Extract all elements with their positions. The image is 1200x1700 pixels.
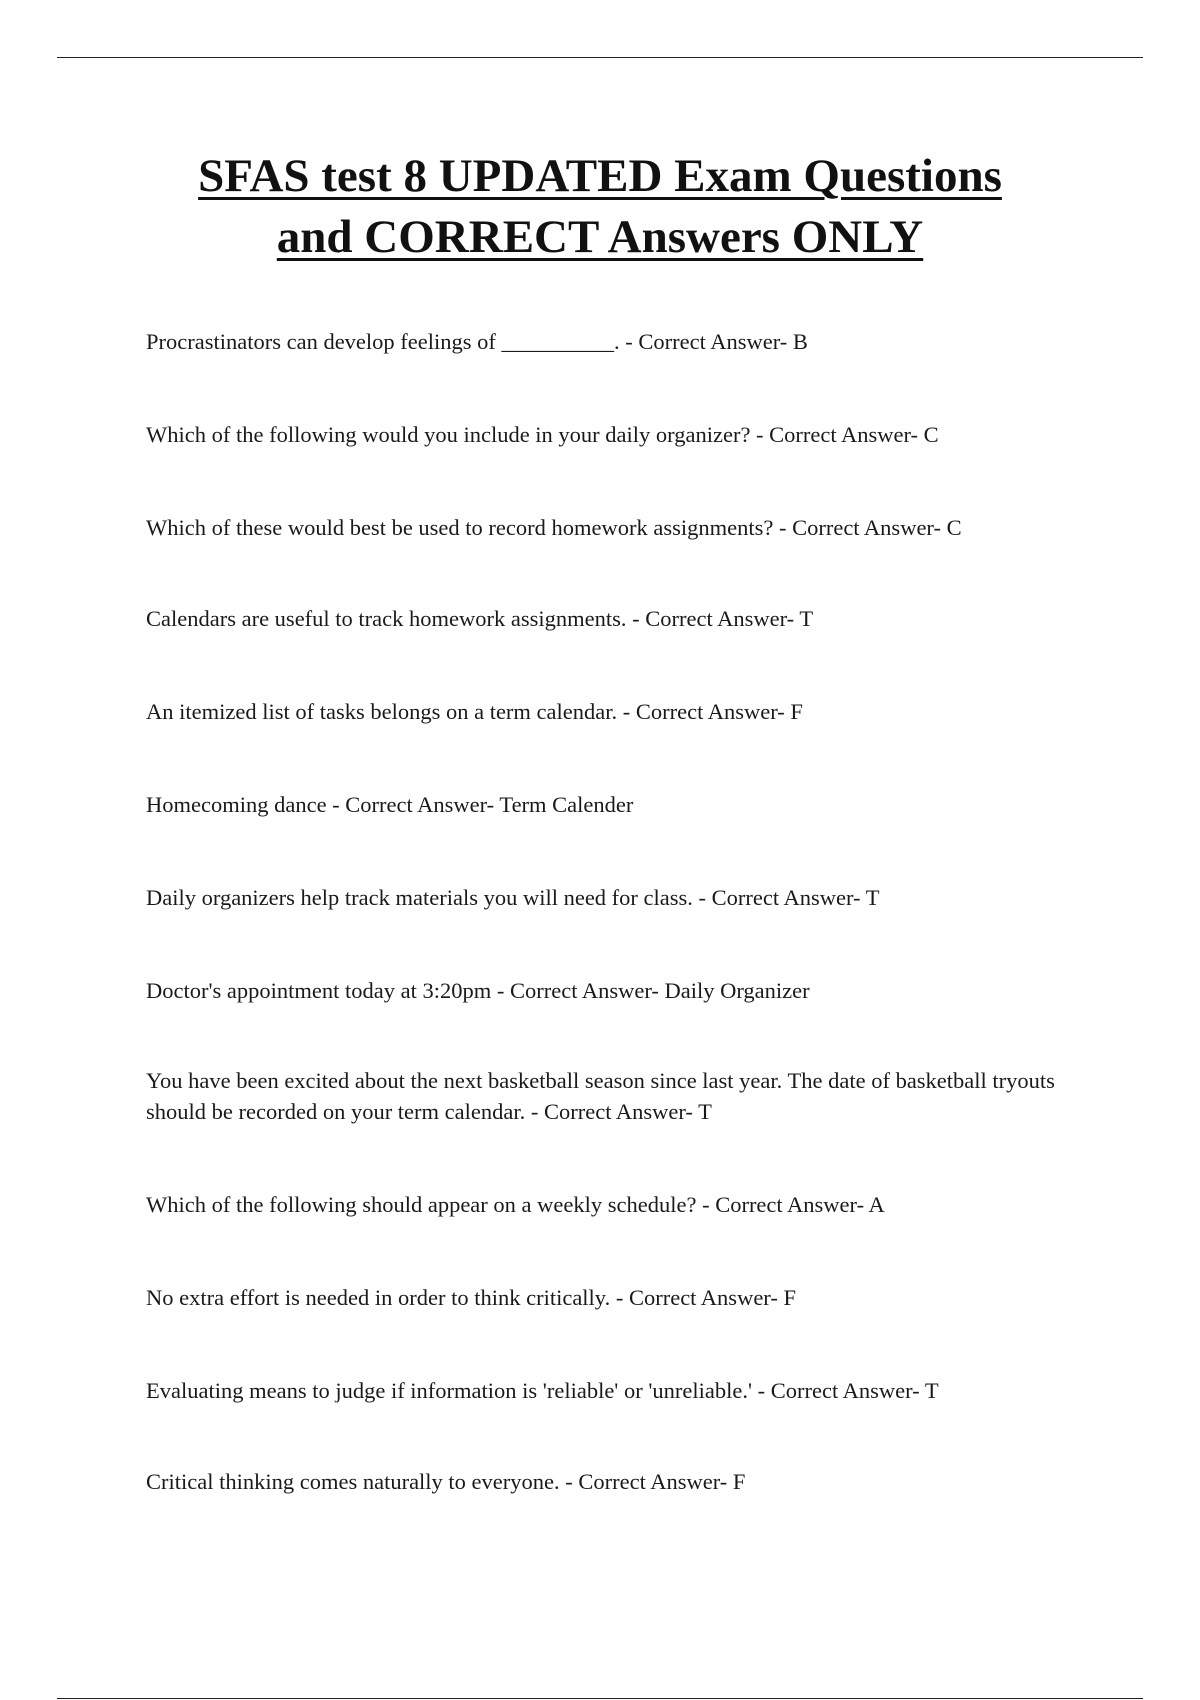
top-divider: [57, 57, 1143, 58]
qa-item: An itemized list of tasks belongs on a term calendar. - Correct Answer- F: [146, 699, 803, 724]
qa-item: Evaluating means to judge if information is 'reliable' or 'unreliable.' - Correct Answer- T: [146, 1378, 939, 1403]
qa-item: You have been excited about the next basketball season since last year. The date of basketball tryouts should be recorded on your term calendar. - Correct Answer- T: [146, 1068, 1055, 1124]
document-title: [100, 146, 1100, 268]
title-line-2: and CORRECT Answers ONLY: [276, 211, 924, 263]
bottom-divider: [57, 1698, 1143, 1699]
qa-item: Which of the following should appear on a weekly schedule? - Correct Answer- A: [146, 1192, 885, 1217]
qa-item: Critical thinking comes naturally to everyone. - Correct Answer- F: [146, 1469, 746, 1494]
qa-item: Doctor's appointment today at 3:20pm - Correct Answer- Daily Organizer: [146, 978, 810, 1003]
qa-item: No extra effort is needed in order to think critically. - Correct Answer- F: [146, 1285, 796, 1310]
qa-item: Which of these would best be used to record homework assignments? - Correct Answer- C: [146, 515, 962, 540]
qa-item: Calendars are useful to track homework assignments. - Correct Answer- T: [146, 606, 814, 631]
qa-item: Procrastinators can develop feelings of __________. - Correct Answer- B: [146, 329, 808, 354]
title-line-1: SFAS test 8 UPDATED Exam Questions: [198, 150, 1002, 202]
qa-item: Daily organizers help track materials you will need for class. - Correct Answer- T: [146, 885, 880, 910]
qa-item: Which of the following would you include in your daily organizer? - Correct Answer- C: [146, 422, 939, 447]
qa-item: Homecoming dance - Correct Answer- Term Calender: [146, 792, 634, 817]
